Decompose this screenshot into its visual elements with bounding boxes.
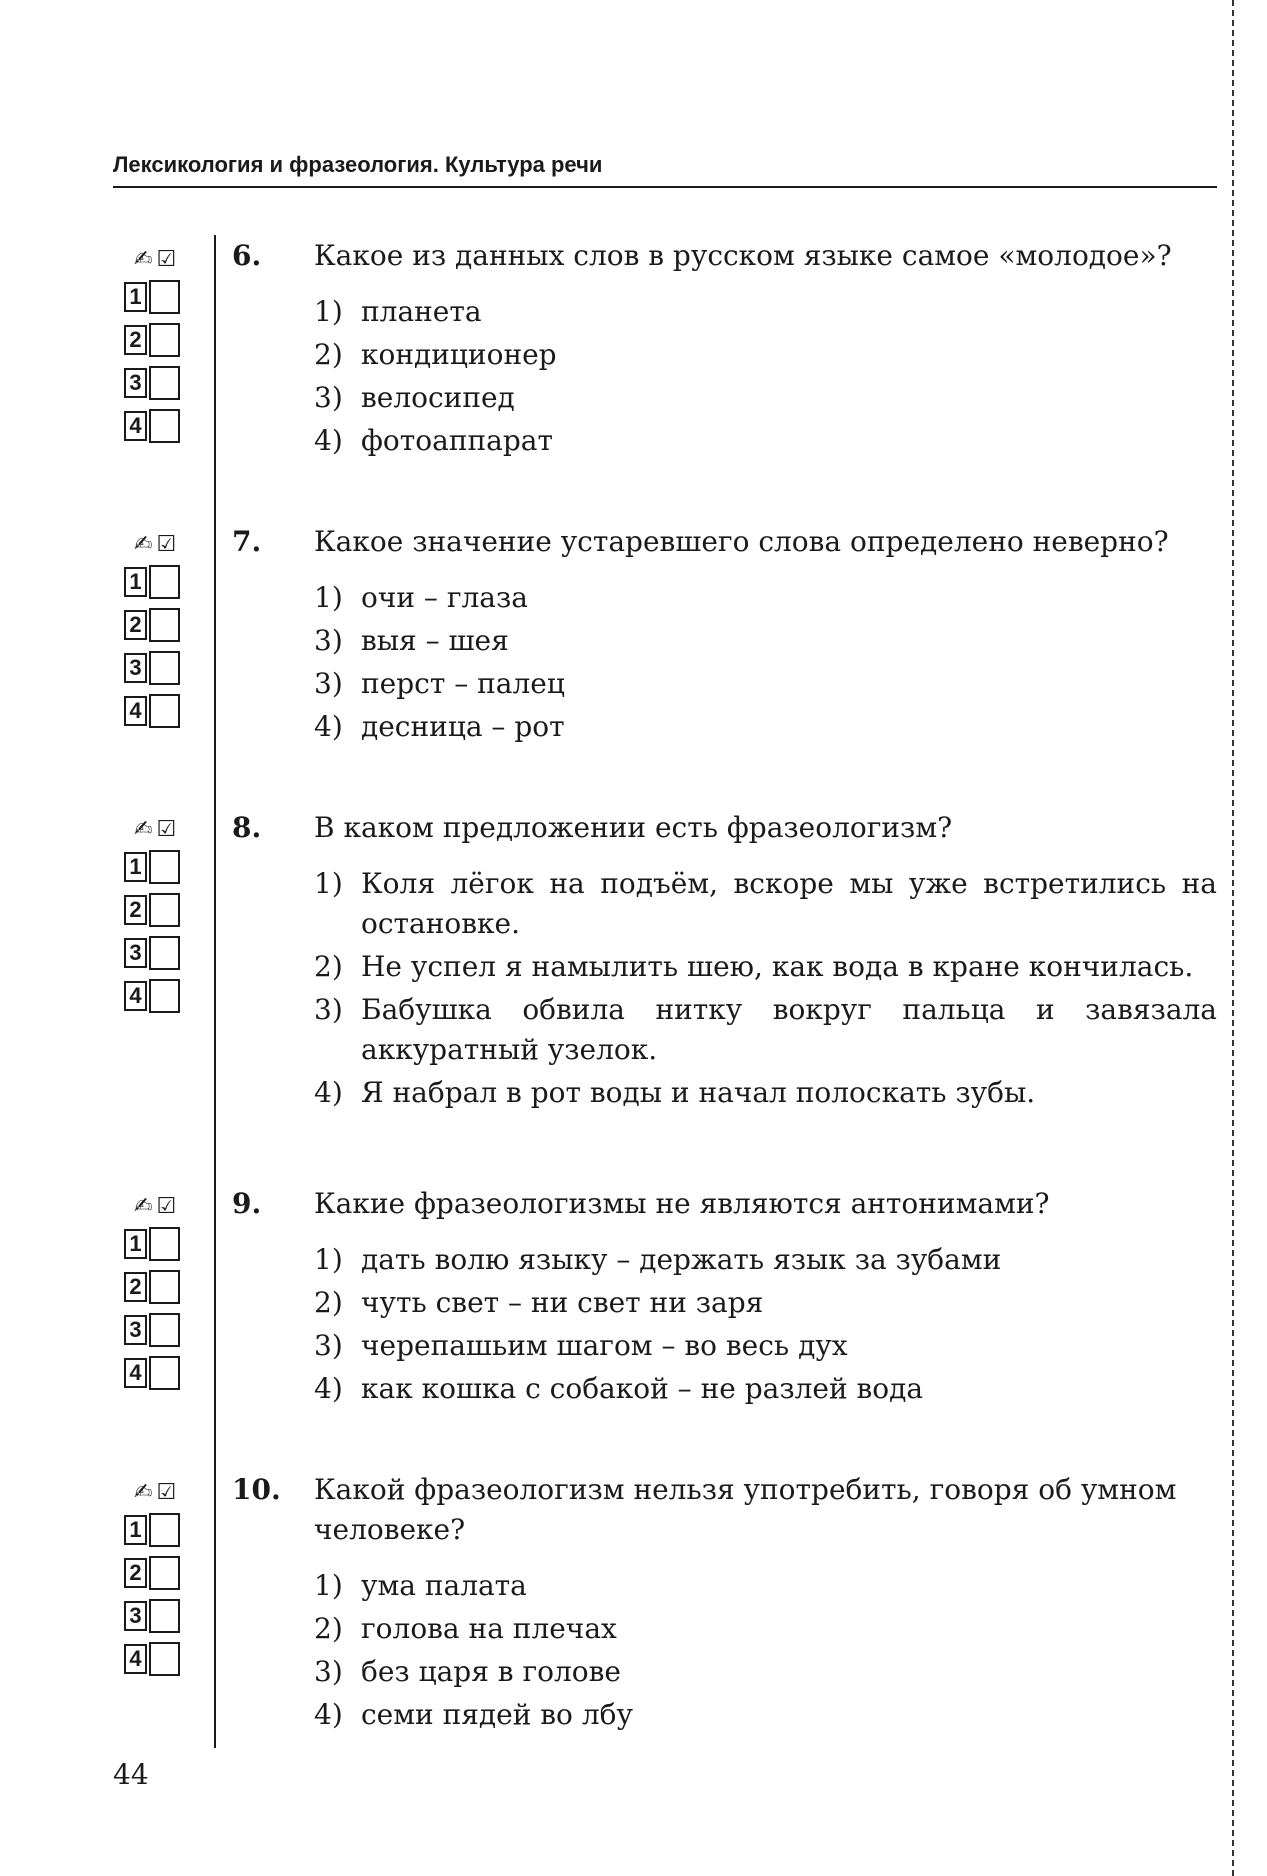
answer-icons	[124, 525, 194, 563]
option: 3) черепашьим шагом – во весь дух	[314, 1329, 848, 1362]
answer-checkbox[interactable]	[149, 1642, 180, 1676]
answer-checkbox[interactable]	[149, 1599, 180, 1633]
checkbox-icon: ☑	[156, 531, 177, 557]
answer-checkbox[interactable]	[149, 1556, 180, 1590]
answer-grid-q6	[124, 240, 194, 450]
answer-checkbox[interactable]	[149, 565, 180, 599]
checkbox-icon: ☑	[156, 1193, 177, 1219]
question-text: Какое значение устаревшего слова определено неверно?	[314, 525, 1169, 558]
answer-row-3	[124, 649, 194, 691]
option: 4) как кошка с собакой – не разлей вода	[314, 1372, 924, 1405]
margin-rule	[214, 235, 216, 1748]
question-text: Какие фразеологизмы не являются антонимами?	[314, 1187, 1050, 1220]
answer-grid-q9	[124, 1187, 194, 1397]
answer-grid-q10	[124, 1473, 194, 1683]
option: 2) Не успел я намылить шею, как вода в кране кончилась.	[314, 950, 1194, 983]
answer-row-2	[124, 1268, 194, 1310]
answer-checkbox[interactable]	[149, 409, 180, 443]
option: 4) Я набрал в рот воды и начал полоскать зубы.	[314, 1076, 1036, 1109]
pencil-icon: ✍	[134, 1193, 153, 1219]
answer-checkbox[interactable]	[149, 280, 180, 314]
answer-row-1	[124, 563, 194, 605]
question-number: 9.	[232, 1187, 262, 1220]
options-list	[314, 292, 1217, 461]
header-rule	[113, 186, 1217, 188]
answer-checkbox[interactable]	[149, 936, 180, 970]
option: 4) фотоаппарат	[314, 424, 553, 457]
answer-checkbox[interactable]	[149, 1227, 180, 1261]
question-8	[232, 808, 1217, 1116]
option: 4) семи пядей во лбу	[314, 1698, 633, 1731]
option: 1) Коля лёгок на подъём, вскоре мы уже встретились на остановке.	[314, 867, 1217, 940]
answer-number: 3	[124, 1601, 147, 1631]
answer-checkbox[interactable]	[149, 893, 180, 927]
answer-number: 2	[124, 895, 147, 925]
question-number: 6.	[232, 239, 262, 272]
answer-number: 3	[124, 938, 147, 968]
answer-row-3	[124, 934, 194, 976]
option: 1) дать волю языку – держать язык за зубами	[314, 1243, 1002, 1276]
question-text: Какой фразеологизм нельзя употребить, говоря об умном человеке?	[314, 1473, 1177, 1546]
answer-icons	[124, 240, 194, 278]
answer-checkbox[interactable]	[149, 366, 180, 400]
options-list	[314, 578, 1217, 747]
checkbox-icon: ☑	[156, 246, 177, 272]
answer-row-4	[124, 1354, 194, 1396]
answer-number: 1	[124, 567, 147, 597]
page-header: Лексикология и фразеология. Культура речи	[113, 152, 603, 177]
answer-row-4	[124, 977, 194, 1019]
option: 1) очи – глаза	[314, 581, 528, 614]
options-list	[314, 1566, 1217, 1735]
answer-row-2	[124, 606, 194, 648]
answer-number: 4	[124, 1644, 147, 1674]
answer-number: 4	[124, 981, 147, 1011]
checkbox-icon: ☑	[156, 1479, 177, 1505]
option: 3) перст – палец	[314, 667, 565, 700]
answer-grid-q8	[124, 810, 194, 1020]
pencil-icon: ✍	[134, 1479, 153, 1505]
options-list	[314, 864, 1217, 1113]
answer-grid-q7	[124, 525, 194, 735]
answer-number: 2	[124, 610, 147, 640]
answer-icons	[124, 1187, 194, 1225]
answer-number: 3	[124, 1315, 147, 1345]
answer-row-1	[124, 1225, 194, 1267]
answer-number: 4	[124, 1358, 147, 1388]
answer-number: 4	[124, 411, 147, 441]
answer-checkbox[interactable]	[149, 323, 180, 357]
question-7	[232, 522, 1217, 750]
answer-number: 1	[124, 1515, 147, 1545]
answer-number: 3	[124, 368, 147, 398]
answer-row-2	[124, 321, 194, 363]
option: 2) кондиционер	[314, 338, 557, 371]
answer-row-4	[124, 1640, 194, 1682]
question-6	[232, 236, 1217, 464]
question-text: В каком предложении есть фразеологизм?	[314, 811, 953, 844]
question-10	[232, 1470, 1217, 1738]
answer-icons	[124, 1473, 194, 1511]
answer-checkbox[interactable]	[149, 1513, 180, 1547]
options-list	[314, 1240, 1217, 1409]
answer-checkbox[interactable]	[149, 1270, 180, 1304]
question-9	[232, 1184, 1217, 1412]
answer-row-3	[124, 1597, 194, 1639]
checkbox-icon: ☑	[156, 816, 177, 842]
question-text: Какое из данных слов в русском языке самое «молодое»?	[314, 239, 1172, 272]
answer-checkbox[interactable]	[149, 850, 180, 884]
answer-checkbox[interactable]	[149, 1356, 180, 1390]
answer-row-1	[124, 848, 194, 890]
answer-number: 3	[124, 653, 147, 683]
answer-checkbox[interactable]	[149, 979, 180, 1013]
answer-number: 2	[124, 1558, 147, 1588]
answer-number: 2	[124, 1272, 147, 1302]
pencil-icon: ✍	[134, 531, 153, 557]
question-number: 8.	[232, 811, 262, 844]
answer-number: 2	[124, 325, 147, 355]
answer-row-4	[124, 407, 194, 449]
cut-line	[1232, 0, 1234, 1876]
option: 4) десница – рот	[314, 710, 565, 743]
answer-row-1	[124, 1511, 194, 1553]
option: 2) чуть свет – ни свет ни заря	[314, 1286, 764, 1319]
option: 3) Бабушка обвила нитку вокруг пальца и завязала аккуратный узелок.	[314, 993, 1217, 1066]
option: 3) без царя в голове	[314, 1655, 621, 1688]
answer-row-3	[124, 364, 194, 406]
answer-checkbox[interactable]	[149, 651, 180, 685]
option: 1) планета	[314, 295, 482, 328]
answer-number: 4	[124, 696, 147, 726]
answer-row-2	[124, 891, 194, 933]
answer-row-4	[124, 692, 194, 734]
answer-icons	[124, 810, 194, 848]
answer-checkbox[interactable]	[149, 1313, 180, 1347]
answer-number: 1	[124, 282, 147, 312]
answer-checkbox[interactable]	[149, 694, 180, 728]
answer-checkbox[interactable]	[149, 608, 180, 642]
answer-row-3	[124, 1311, 194, 1353]
answer-number: 1	[124, 852, 147, 882]
answer-row-1	[124, 278, 194, 320]
page-number: 44	[113, 1758, 149, 1791]
answer-row-2	[124, 1554, 194, 1596]
answer-number: 1	[124, 1229, 147, 1259]
option: 2) голова на плечах	[314, 1612, 617, 1645]
question-number: 7.	[232, 525, 262, 558]
question-number: 10.	[232, 1473, 281, 1506]
option: 1) ума палата	[314, 1569, 527, 1602]
option: 3) велосипед	[314, 381, 515, 414]
pencil-icon: ✍	[134, 246, 153, 272]
option: 3) выя – шея	[314, 624, 509, 657]
pencil-icon: ✍	[134, 816, 153, 842]
